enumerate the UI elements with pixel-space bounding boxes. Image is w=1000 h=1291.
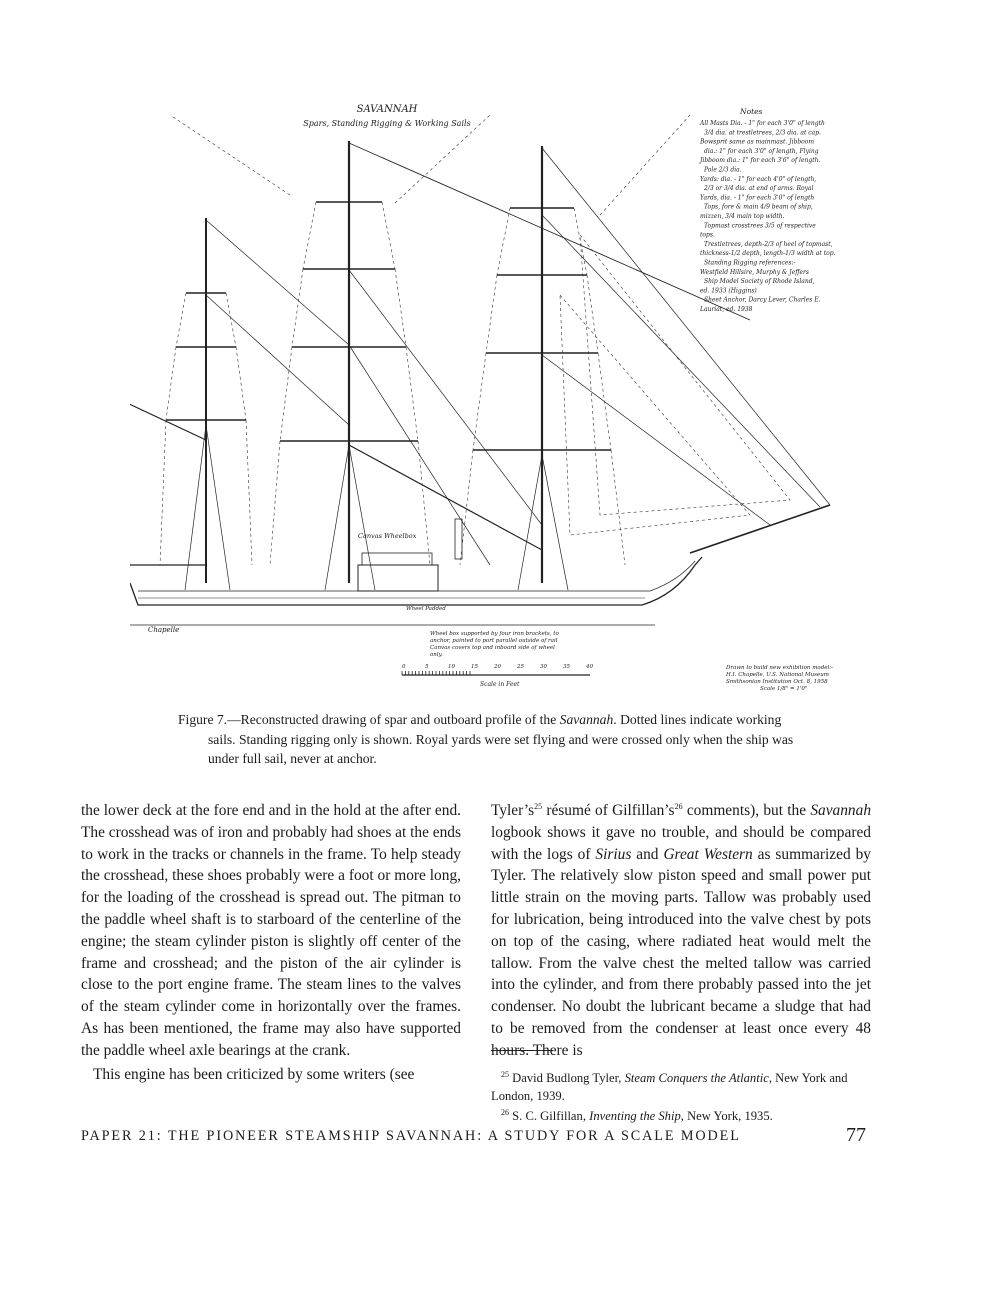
bowsprit xyxy=(690,505,830,553)
scale-number: 10 xyxy=(448,664,455,670)
savannah-spar-profile-drawing xyxy=(130,95,890,695)
left-para-2: This engine has been criticized by some writers (see xyxy=(93,1065,415,1083)
note-line: Sheet Anchor, Darcy Lever, Charles E. xyxy=(704,296,821,304)
running-footer: PAPER 21: THE PIONEER STEAMSHIP SAVANNAH: A STUDY FOR A SCALE MODEL xyxy=(81,1128,741,1144)
svg-text:only.: only. xyxy=(430,652,443,658)
scale-number: 25 xyxy=(517,664,524,670)
note-line: Yards, dia. - 1" for each 3'0" of length xyxy=(700,194,815,202)
note-line: Topmast crosstrees 3/5 of respective xyxy=(704,222,816,230)
note-line: mizzen, 3/4 main top width. xyxy=(700,213,785,220)
ship-drawing-figure xyxy=(130,95,890,695)
page-number: 77 xyxy=(846,1124,866,1146)
right-column xyxy=(491,800,871,1062)
note-line: Lauriat, ed. 1938 xyxy=(700,306,753,313)
paddle-box xyxy=(358,565,438,591)
drawn-note xyxy=(725,665,833,692)
note-line: All Masts Dia. - 1" for each 3'0" of length xyxy=(700,120,825,127)
label-canvas-wheelbox: Canvas Wheelbox xyxy=(358,532,417,540)
note-line: Bowsprit same as mainmast. Jibboom xyxy=(700,138,815,146)
notes-heading: Notes xyxy=(740,107,763,116)
scale-number: 15 xyxy=(471,664,478,670)
svg-text:Canvas covers top and inboard: Canvas covers top and inboard side of wheel xyxy=(430,645,555,651)
note-line: Ship Model Society of Rhode Island, xyxy=(704,278,815,286)
scale-number: 40 xyxy=(586,664,593,670)
note-line: dia.: 1" for each 3'0" of length, Flying xyxy=(704,147,819,155)
svg-text:H.I. Chapelle, U.S. National M: H.I. Chapelle, U.S. National Museum xyxy=(726,672,829,678)
scale-number: 30 xyxy=(540,664,547,670)
note-line: Jibboom dia.: 1" for each 3'6" of length. xyxy=(700,157,821,165)
note-line: 2/3 or 3/4 dia. at end of arms. Royal xyxy=(704,185,814,193)
note-line: tops. xyxy=(700,231,715,239)
working-sails-dotted xyxy=(130,115,790,565)
drawing-notes xyxy=(698,107,836,313)
scale-number: 35 xyxy=(563,664,570,670)
left-column xyxy=(81,800,461,1085)
label-signature: Chapelle xyxy=(148,626,180,634)
svg-text:Smithsonian Institution Oct. 8: Smithsonian Institution Oct. 8, 1958 xyxy=(726,679,828,685)
svg-text:Drawn to build new exhibition: Drawn to build new exhibition model:- xyxy=(726,665,833,671)
svg-text:Scale 1/8" = 1'0": Scale 1/8" = 1'0" xyxy=(760,686,808,692)
caption-ship: Savannah xyxy=(559,712,614,727)
scale-number: 0 xyxy=(402,664,406,670)
svg-text:anchor, painted to port parall: anchor, painted to port parallel outside of rail xyxy=(430,638,558,644)
footnote-26: $^{26}$ S. C. Gilfillan, Inventing the Ship, New York, 1935. xyxy=(501,1107,773,1123)
footnote-25: $^{25}$ David Budlong Tyler, Steam Conquers the Atlantic, New York and London, 1939. xyxy=(491,1069,848,1103)
scale-label: Scale in Feet xyxy=(480,681,520,688)
note-line: ed. 1933 (Higgins) xyxy=(700,287,757,295)
footnote-ref-26[interactable]: 26 xyxy=(674,801,683,811)
note-line: Trestletrees, depth-2/3 of heel of topmast, xyxy=(704,240,833,248)
svg-text:Wheel box supported by four ir: Wheel box supported by four iron brackets, to xyxy=(430,631,559,637)
figure-caption xyxy=(178,710,798,769)
left-para-1: the lower deck at the fore end and in the hold at the after end. The crosshead was of iron and probably had shoes at the ends to work in the tracks or channels in the frame. To help steady the crosshead, these shoes probably were a foot or more long, for the loading of the crosshead is spread out. The pitman to the paddle wheel shaft is to starboard of the centerline of the engine; the steam cylinder piston is slightly off center of the frame and crosshead; and the piston of the air cylinder is close to the port engine frame. The steam lines to the valves of the steam cylinder come in horizontally over the frames. As has been mentioned, the frame may also have supported the paddle wheel axle bearings at the crank. xyxy=(81,802,461,1059)
caption-prefix: Figure 7.—Reconstructed drawing of spar and outboard profile of the xyxy=(178,712,560,727)
note-line: thickness-1/2 depth, length-1/3 width at top. xyxy=(700,250,836,258)
caption-rest: . Dotted lines indicate working sails. Standing rigging only is shown. Royal yards were set flying and were crossed only when the ship was under full sail, never at anchor. xyxy=(208,712,794,766)
scale-number: 20 xyxy=(494,664,501,670)
note-line: Standing Rigging references:- xyxy=(704,259,796,267)
scale-bar xyxy=(402,664,593,688)
wheel-note xyxy=(430,631,559,658)
footnote-rule xyxy=(491,1050,553,1051)
footnotes xyxy=(491,1070,876,1129)
note-line: Westfield Hillsire, Murphy & Jeffers xyxy=(700,268,809,276)
note-line: Yards: dia. - 1" for each 4'0" of length, xyxy=(700,175,817,183)
note-line: 3/4 dia. at trestletrees, 2/3 dia. at cap. xyxy=(704,129,821,137)
label-wheel-padded: Wheel Padded xyxy=(406,606,446,612)
note-line: Pole 2/3 dia. xyxy=(704,166,742,174)
note-line: Tops, fore & main 4/9 beam of ship, xyxy=(704,203,813,211)
figure-title: SAVANNAH xyxy=(356,104,418,115)
smokestack xyxy=(455,519,462,559)
right-para-1: $Tyler’s^{25}$ résumé of $Gilfillan’s^{26}$ comments), but the Savannah logbook shows it gave no trouble, and should be compared with the logs of Sirius and Great Western as summarized by Tyler. The relatively slow piston speed and small power put little strain on the moving parts. Tallow was probably used for lubrication, being introduced into the valve chest by pots on top of the casing, where radiated heat would melt the tallow. From the valve chest the melted tallow was carried into the cylinder, and from there probably passed into the jet condenser. No doubt the lubricant became a sludge that had to be removed from the condenser at least once every 48 hours. There is xyxy=(491,801,872,1059)
footnote-ref-25[interactable]: 25 xyxy=(534,801,543,811)
figure-subtitle: Spars, Standing Rigging & Working Sails xyxy=(303,119,471,128)
scale-number: 5 xyxy=(425,664,429,670)
